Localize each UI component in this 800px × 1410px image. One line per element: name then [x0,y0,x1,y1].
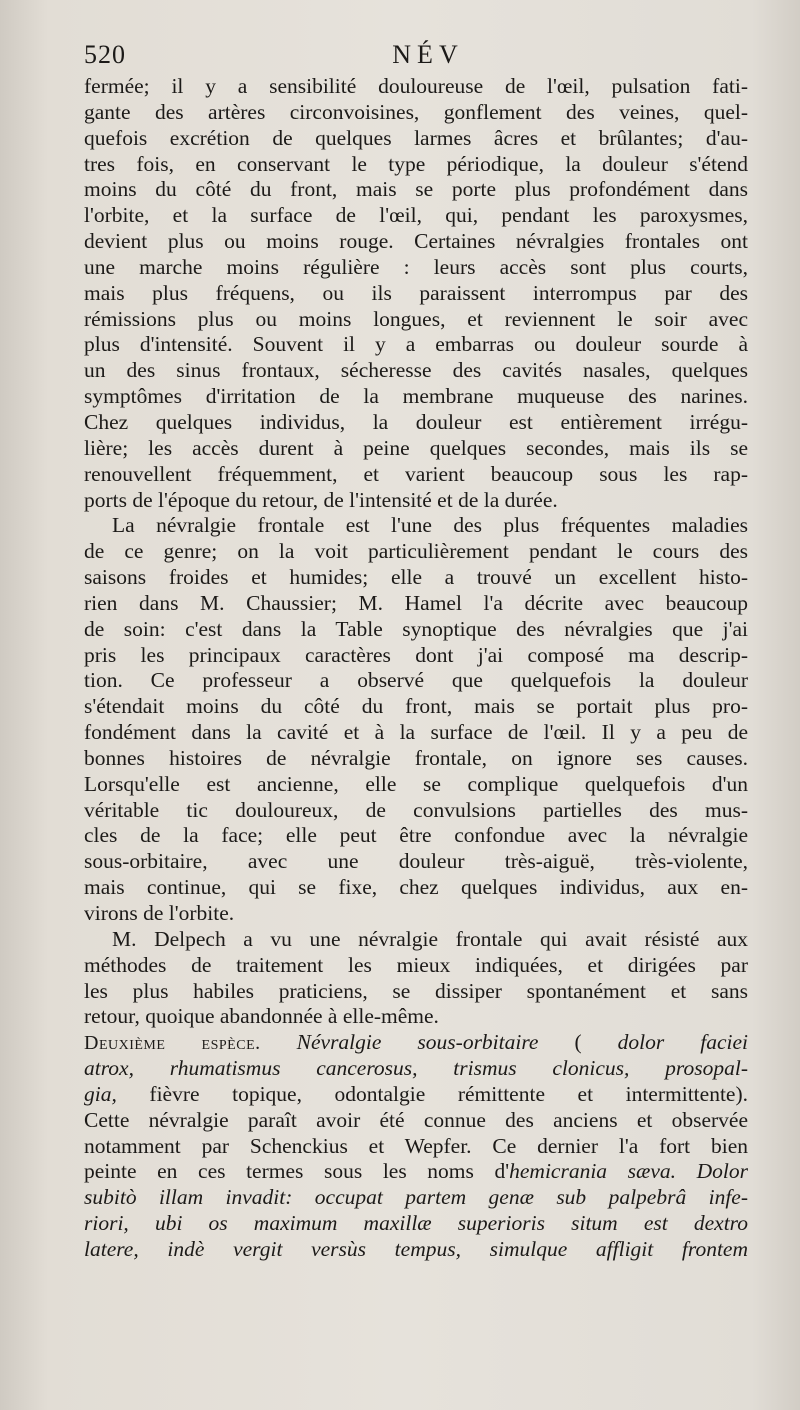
section-heading: Deuxième espèce. [84,1032,261,1055]
text-line: Chez quelques individus, la douleur est entièrement irrégu- [84,409,748,434]
paragraphs [84,74,748,1030]
text-line: notamment par Schenckius et Wepfer. Ce dernier l'a fort bien [84,1133,748,1158]
text-line: quefois excrétion de quelques larmes âcres et brûlantes; d'au- [84,125,748,150]
latin-quote: hemicrania sæva. Dolor [509,1159,748,1184]
text-line: gante des artères circonvoisines, gonflement des veines, quel- [84,99,748,124]
text-line: cles de la face; elle peut être confondue avec la névralgie [84,823,748,848]
text-line: rémissions plus ou moins longues, et reviennent le soir avec [84,306,748,331]
text-line: plus d'intensité. Souvent il y a embarras ou douleur sourde à [84,332,748,357]
text-line: fermée; il y a sensibilité douloureuse de l'œil, pulsation fati- [84,74,748,98]
text-line: de soin: c'est dans la Table synoptique des névralgies que j'ai [84,616,748,641]
italic-term: dolor faciei [617,1030,748,1055]
text-line: mais continue, qui se fixe, chez quelques individus, aux en- [84,875,748,900]
text-line: une marche moins régulière : leurs accès sont plus courts, [84,254,748,279]
text-line: bonnes histoires de névralgie frontale, on ignore ses causes. [84,745,748,770]
text-line [84,1056,748,1082]
text-line [84,1030,748,1056]
text-line: les plus habiles praticiens, se dissiper spontanément et sans [84,978,748,1003]
page-header [84,40,748,76]
text-line: riori, ubi os maximum maxillæ superioris situm est dextro [84,1211,748,1236]
text-line [84,1082,748,1108]
text-line: sous-orbitaire, avec une douleur très-aiguë, très-violente, [84,849,748,874]
text-run: peinte en ces termes sous les noms d' [84,1159,510,1184]
text-line: moins du côté du front, mais se porte plus profondément dans [84,177,748,202]
text-line: véritable tic douloureux, de convulsions partielles des mus- [84,797,748,822]
text-line: saisons froides et humides; elle a trouvé un excellent histo- [84,565,748,590]
running-title: NÉV [392,40,464,69]
text-line [84,1159,748,1185]
text-line: ports de l'époque du retour, de l'intensité et de la durée. [84,487,558,512]
text-line: fondément dans la cavité et à la surface de l'œil. Il y a peu de [84,720,748,745]
text-line: symptômes d'irritation de la membrane muqueuse des narines. [84,384,748,409]
text-run: fièvre topique, odontalgie rémittente et intermittente). [116,1081,748,1106]
text-line: M. Delpech a vu une névralgie frontale qui avait résisté aux [112,926,748,951]
text-line: tres fois, en conservant le type périodique, la douleur s'étend [84,151,748,176]
text-line: La névralgie frontale est l'une des plus fréquentes maladies [112,513,748,538]
text-line: lière; les accès durent à peine quelques secondes, mais ils se [84,435,748,460]
text-line: latere, indè vergit versùs tempus, simulque affligit frontem [84,1236,748,1261]
italic-term: gia, [84,1081,117,1106]
text-line: Lorsqu'elle est ancienne, elle se complique quelquefois d'un [84,771,748,796]
text-line: devient plus ou moins rouge. Certaines névralgies frontales ont [84,229,748,254]
text-line: Cette névralgie paraît avoir été connue des anciens et observée [84,1107,748,1132]
text-line: méthodes de traitement les mieux indiquées, et dirigées par [84,952,748,977]
text-line: subitò illam invadit: occupat partem genæ sub palpebrâ infe- [84,1185,748,1210]
italic-synonyms: atrox, rhumatismus cancerosus, trismus clonicus, prosopal- [84,1056,748,1081]
text-run: ( [538,1030,618,1055]
body-text [84,74,748,1263]
text-line: l'orbite, et la surface de l'œil, qui, pendant les paroxysmes, [84,203,748,228]
text-line: mais plus fréquens, ou ils paraissent interrompus par des [84,280,748,305]
text-line: pris les principaux caractères dont j'ai composé ma descrip- [84,642,748,667]
text-line: un des sinus frontaux, sécheresse des cavités nasales, quelques [84,358,748,383]
page-number: 520 [84,40,126,69]
italic-term: Névralgie sous-orbitaire [296,1030,539,1055]
text-line: de ce genre; on la voit particulièrement pendant le cours des [84,539,748,564]
text-line: renouvellent fréquemment, et varient beaucoup sous les rap- [84,461,748,486]
text-line: rien dans M. Chaussier; M. Hamel l'a décrite avec beaucoup [84,590,748,615]
text-line: virons de l'orbite. [84,901,235,925]
text-line: s'étendait moins du côté du front, mais se portait plus pro- [84,694,748,719]
text-line: retour, quoique abandonnée à elle-même. [84,1004,439,1029]
text-line: tion. Ce professeur a observé que quelquefois la douleur [84,668,748,693]
